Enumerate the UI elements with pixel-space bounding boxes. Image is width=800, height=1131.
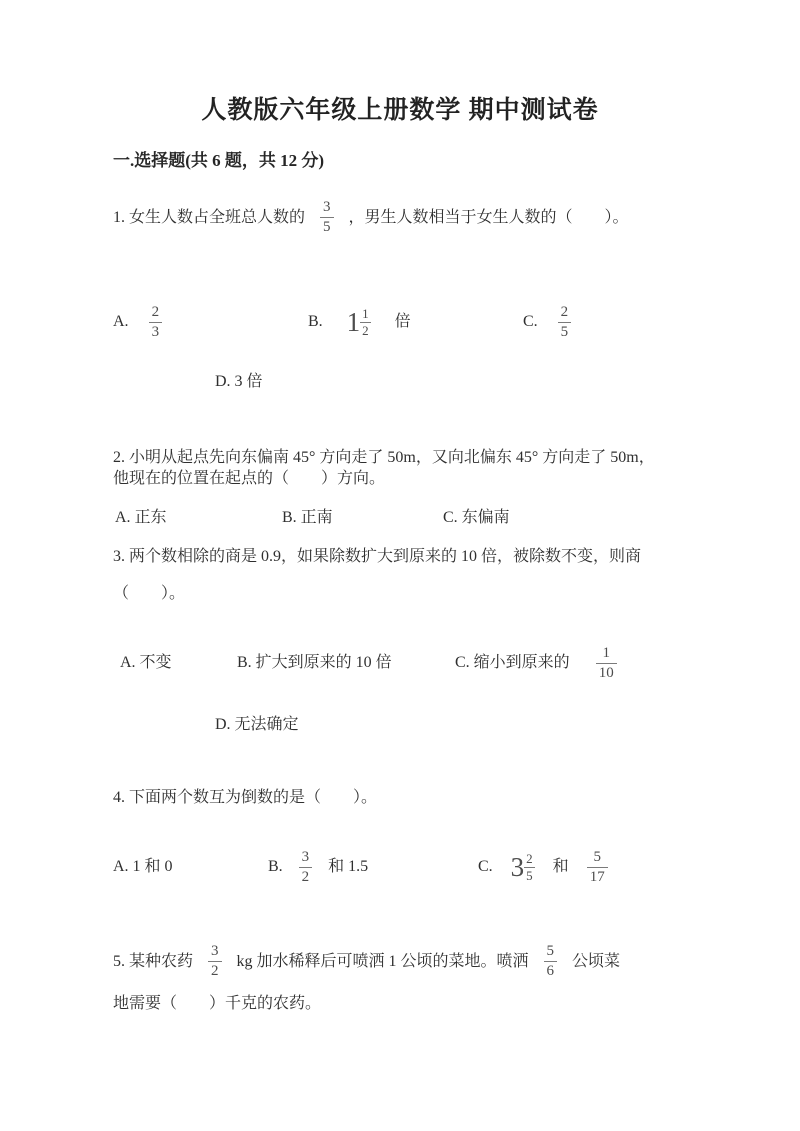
q1-option-d: D. 3 倍	[215, 373, 263, 390]
q1-option-c	[523, 300, 571, 344]
fraction-five-sixths: $\frac{5}{6}$	[544, 942, 558, 981]
fraction-one-tenth: $\frac{1}{10}$	[596, 644, 617, 683]
option-suffix: 倍	[394, 313, 411, 330]
fraction-five-seventeenths: $\frac{5}{17}$	[587, 848, 608, 887]
question-2-line2: 他现在的位置在起点的（ ）方向。	[113, 470, 386, 487]
fraction-one-half: $\frac{1}{2}$	[362, 305, 369, 338]
option-suffix: 和 1.5	[328, 858, 369, 875]
option-label: B.	[308, 313, 323, 330]
question-3-options	[0, 640, 800, 686]
q3-option-b: B. 扩大到原来的 10 倍	[237, 654, 392, 671]
q4-option-a: A. 1 和 0	[113, 858, 173, 875]
q2-option-b: B. 正南	[282, 509, 333, 526]
question-5-line1	[113, 938, 620, 984]
fraction-three-halves: $\frac{3}{2}$	[299, 848, 313, 887]
q3-option-c	[455, 640, 617, 686]
q1-option-b	[308, 300, 411, 344]
question-5-text3: 公顷菜	[572, 952, 621, 970]
option-label: C.	[523, 313, 538, 330]
question-1-text-after: ，男生人数相当于女生人数的（ ）。	[348, 208, 629, 226]
question-4-options	[0, 843, 800, 891]
fraction-three-fifths: $\frac{3}{5}$	[320, 198, 334, 237]
section-header: 一.选择题(共 6 题，共 12 分)	[113, 151, 325, 170]
question-2-line1: 2. 小明从起点先向东偏南 45° 方向走了 50m，又向北偏东 45° 方向走了 50m，	[113, 449, 655, 466]
question-1-options	[0, 300, 800, 344]
q2-option-c: C. 东偏南	[443, 509, 510, 526]
option-label: C. 缩小到原来的	[455, 654, 570, 671]
question-3-line2: （ ）。	[113, 585, 186, 602]
q4-option-b	[268, 843, 368, 891]
fraction-two-fifths: $\frac{2}{5}$	[526, 850, 533, 883]
mixed-number-three-and-two-fifths: 3 $\frac{2}{5}$	[510, 850, 533, 883]
question-3-line1: 3. 两个数相除的商是 0.9，如果除数扩大到原来的 10 倍，被除数不变，则商	[113, 548, 642, 565]
fraction-two-thirds: $\frac{2}{3}$	[149, 303, 163, 342]
fraction-two-fifths: $\frac{2}{5}$	[558, 303, 572, 342]
question-4-text: 4. 下面两个数互为倒数的是（ ）。	[113, 789, 378, 806]
page-title: 人教版六年级上册数学 期中测试卷	[201, 97, 599, 124]
fraction-three-halves: $\frac{3}{2}$	[208, 942, 222, 981]
q2-option-a: A. 正东	[115, 509, 167, 526]
question-5-text1: 5. 某种农药	[113, 952, 194, 970]
q1-option-a	[113, 300, 162, 344]
option-label: C.	[478, 858, 493, 875]
question-5-line2: 地需要（ ）千克的农药。	[113, 995, 322, 1012]
option-label: B.	[268, 858, 283, 875]
q3-option-a: A. 不变	[120, 654, 172, 671]
q3-option-d: D. 无法确定	[215, 716, 299, 733]
mixed-number-one-and-half: 1 $\frac{1}{2}$	[346, 305, 369, 338]
option-label: A.	[113, 313, 129, 330]
q4-option-c	[478, 843, 608, 891]
question-1	[113, 195, 629, 239]
question-2-options	[0, 507, 800, 527]
option-connector: 和	[552, 858, 569, 875]
question-1-text-before: 1. 女生人数占全班总人数的	[113, 208, 306, 226]
question-5-text2: kg 加水稀释后可喷洒 1 公顷的菜地。喷洒	[236, 952, 529, 970]
